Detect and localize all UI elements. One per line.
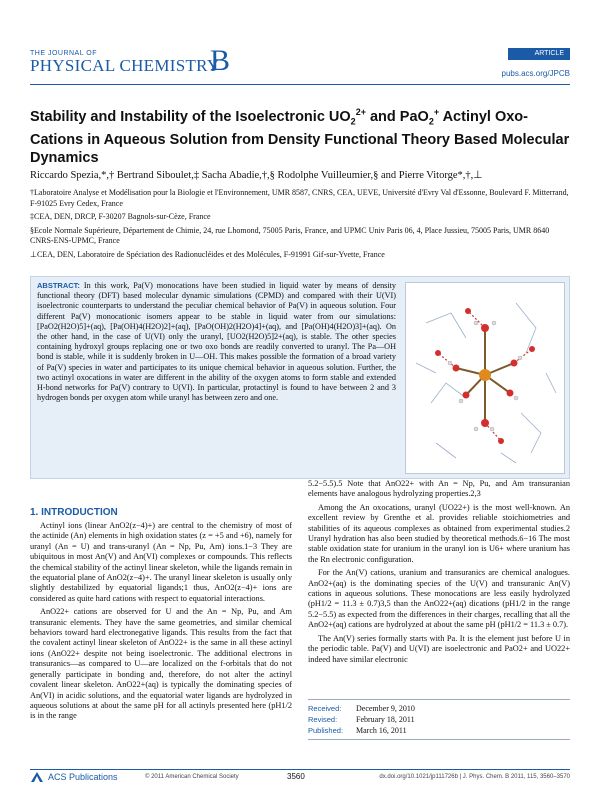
- affiliation-1: †Laboratoire Analyse et Modélisation pour la Biologie et l'Environnement, UMR 8587, CNRS, CEA, UEVE, Université d'Evry Val d'Essonne, Boulevard F. Mitterrand, F-91025 Evry Cedex, France: [30, 188, 569, 208]
- right-column: [308, 479, 570, 668]
- paragraph: For the An(V) cations, uranium and transuranics are chemical analogues. AnO2+(aq) is the dominating species of the U(V) and transuranic An(V) cations in aqueous solutions. These monocations are less easily hydrolyzed (pH1/2 = 11.3 ± 0.7)3,5 than the AnO22+(aq) dications (pH1/2 in the range 5.2−5.5) as expected from the differences in their charges, recalling that all the AnO2+(aq) cations are hydrolyzed at about the same pH (pH1/2 = 11.3 ± 0.7).: [308, 568, 570, 630]
- journal-title: PHYSICAL CHEMISTRY: [30, 56, 220, 75]
- paragraph: The An(V) series formally starts with Pa. It is the element just before U in the periodic table. Pa(V) and U(VI) are isoelectronic and PaO2+ and UO22+ indeed have similar electronic: [308, 633, 570, 664]
- date-revised-row: Revised: February 18, 2011: [308, 715, 415, 724]
- footer-divider: [30, 769, 570, 770]
- paper-title: Stability and Instability of the Isoelectronic $UO_2^{2+}$ and PaO$_2$+ Actinyl Oxo-Cations in Aqueous Solution from Density Functional Theory Based Molecular Dynamics: [30, 107, 570, 166]
- molecule-structure-image: [406, 283, 564, 473]
- affiliations: [30, 188, 570, 264]
- author-list: Riccardo Spezia,*,† Bertrand Siboulet,‡ Sacha Abadie,†,§ Rodolphe Vuilleumier,§ and Pierre Vitorge*,†,⊥: [30, 170, 483, 181]
- acs-logo-icon: [30, 771, 44, 783]
- journal-url-link[interactable]: pubs.acs.org/JPCB: [501, 69, 570, 78]
- publication-dates: [308, 699, 570, 740]
- header-divider: [30, 84, 570, 85]
- date-published-row: Published: March 16, 2011: [308, 726, 407, 735]
- affiliation-3: §Ecole Normale Supérieure, Département de Chimie, 24, rue Lhomond, 75005 Paris, France, and UPMC Univ Paris 06, 4, Place Jussieu, 75005 Paris, UMR 8640 CNRS-ENS-UPMC, France: [30, 225, 550, 246]
- abstract-label: ABSTRACT:: [37, 281, 80, 290]
- toc-molecule-graphic: [405, 282, 565, 474]
- publisher-name: ACS Publications: [48, 772, 118, 782]
- paragraph: Among the An oxocations, uranyl (UO22+) is the most well-known. An excellent review by Grenthe et al. provides reliable stoichiometries and stabilities of its aqueous complexes as obtained from experimental studies.2 Uranyl hydration has also been studied by theoretical methods.6−16 The most stable oxidation state for uranium in the uranyl ion is U6+ where uranium has the Rn electronic configuration.: [308, 502, 570, 564]
- journal-section-letter: B: [210, 44, 231, 77]
- affiliation-4: ⊥CEA, DEN, Laboratoire de Spéciation des Radionucléides et des Molécules, F-91991 Gif-sur-Yvette, France: [30, 249, 385, 259]
- copyright: © 2011 American Chemical Society: [145, 774, 239, 780]
- section-heading-introduction: 1. INTRODUCTION: [30, 507, 118, 518]
- paragraph: Actinyl ions (linear AnO2(z−4)+) are central to the chemistry of most of the actinide (An) elements in high oxidation states (z = +5 and +6), namely for uranyl (An = U) and trans-uranyl (An = Np, Pu, Am) ions.1−3 They are ubiquitous in most An(V) and An(VI) complexes or compounds. This reflects the chemical stability of the actinyl linear skeleton, while the ligands remain in the equatorial plane of AnO2(z−4)+. The uranyl linear skeleton is usually only slightly destabilized by equatorial ligands;1 thus, AnO2(z−4)+ ions are considered as quite hard cations with respect to equatorial interactions.: [30, 521, 292, 603]
- paragraph: AnO22+ cations are observed for U and the An = Np, Pu, and Am transuranic elements. They have the same geometries, and similar chemical behaviors toward hard electronegative ligands. This results from the fact that the covalent actinyl linear skeleton of AnO22+ is the same in all these actinyl ions (AnO22+ despite not being isoelectronic. The additional electrons in transuranics—as compared to U—are localized on the f-orbitals that do not generally participate in bonding and, therefore, do not alter the actinyl covalent linear skeleton. AnO22+(aq) is typically the dominating species of An(VI) in acidic solutions, and the equatorial water ligands are hydrolyzed in aqueous solutions at about the same pH for all actinyls presented here (pH1/2 is in the range: [30, 607, 292, 721]
- abstract-body: In this work, Pa(V) monocations have been studied in liquid water by means of density functional theory (DFT) based molecular dynamic simulations (CPMD) and compared with their U(VI) isoelectronic counterparts to understand the peculiar chemical behavior of Pa(V) in aqueous solution. Four different Pa(V) monocationic isomers appear to be stable in liquid water from our simulations: [PaO2(H2O)5]+(aq), [Pa(OH)4(H2O)2]+(aq), [PaO(OH)2(H2O)4]+(aq), and [Pa(OH)4(H2O)3]+(aq). On the other hand, in the case of U(VI) only the uranyl, [UO2(H2O)5]2+(aq), is stable. The other species containing hydroxyl groups replacing one or two oxo bonds are readily converted to uranyl. The Pa—OH bond is stable, while it is suddenly broken in U—OH. This makes possible the formation of a broad variety of Pa(V) species in water and participates to its unique chemical behavior in aqueous solution. Further, the two actinyl oxocations in water are different in the ability of the oxygen atoms to form stable and extended H-bond networks for Pa(V) contrary to U(VI). In particular, protactinyl is found to have between 2 and 3 hydrogen bonds per oxygen atom while uranyl has between zero and one.: [37, 281, 397, 403]
- paragraph: 5.2−5.5).5 Note that AnO22+ with An = Np, Pu, and Am transuranian elements have analogous hydrolyzing properties.2,3: [308, 479, 570, 499]
- page-number: 3560: [287, 772, 305, 781]
- date-received-row: Received: December 9, 2010: [308, 704, 415, 713]
- article-type-tag: ARTICLE: [508, 48, 570, 60]
- abstract: [37, 281, 396, 403]
- journal-small-title: THE JOURNAL OF: [30, 50, 98, 57]
- left-column: [30, 521, 292, 725]
- doi-citation[interactable]: dx.doi.org/10.1021/jp111726b | J. Phys. Chem. B 2011, 115, 3560–3570: [379, 774, 570, 780]
- affiliation-2: ‡CEA, DEN, DRCP, F-30207 Bagnols-sur-Cèze, France: [30, 212, 211, 222]
